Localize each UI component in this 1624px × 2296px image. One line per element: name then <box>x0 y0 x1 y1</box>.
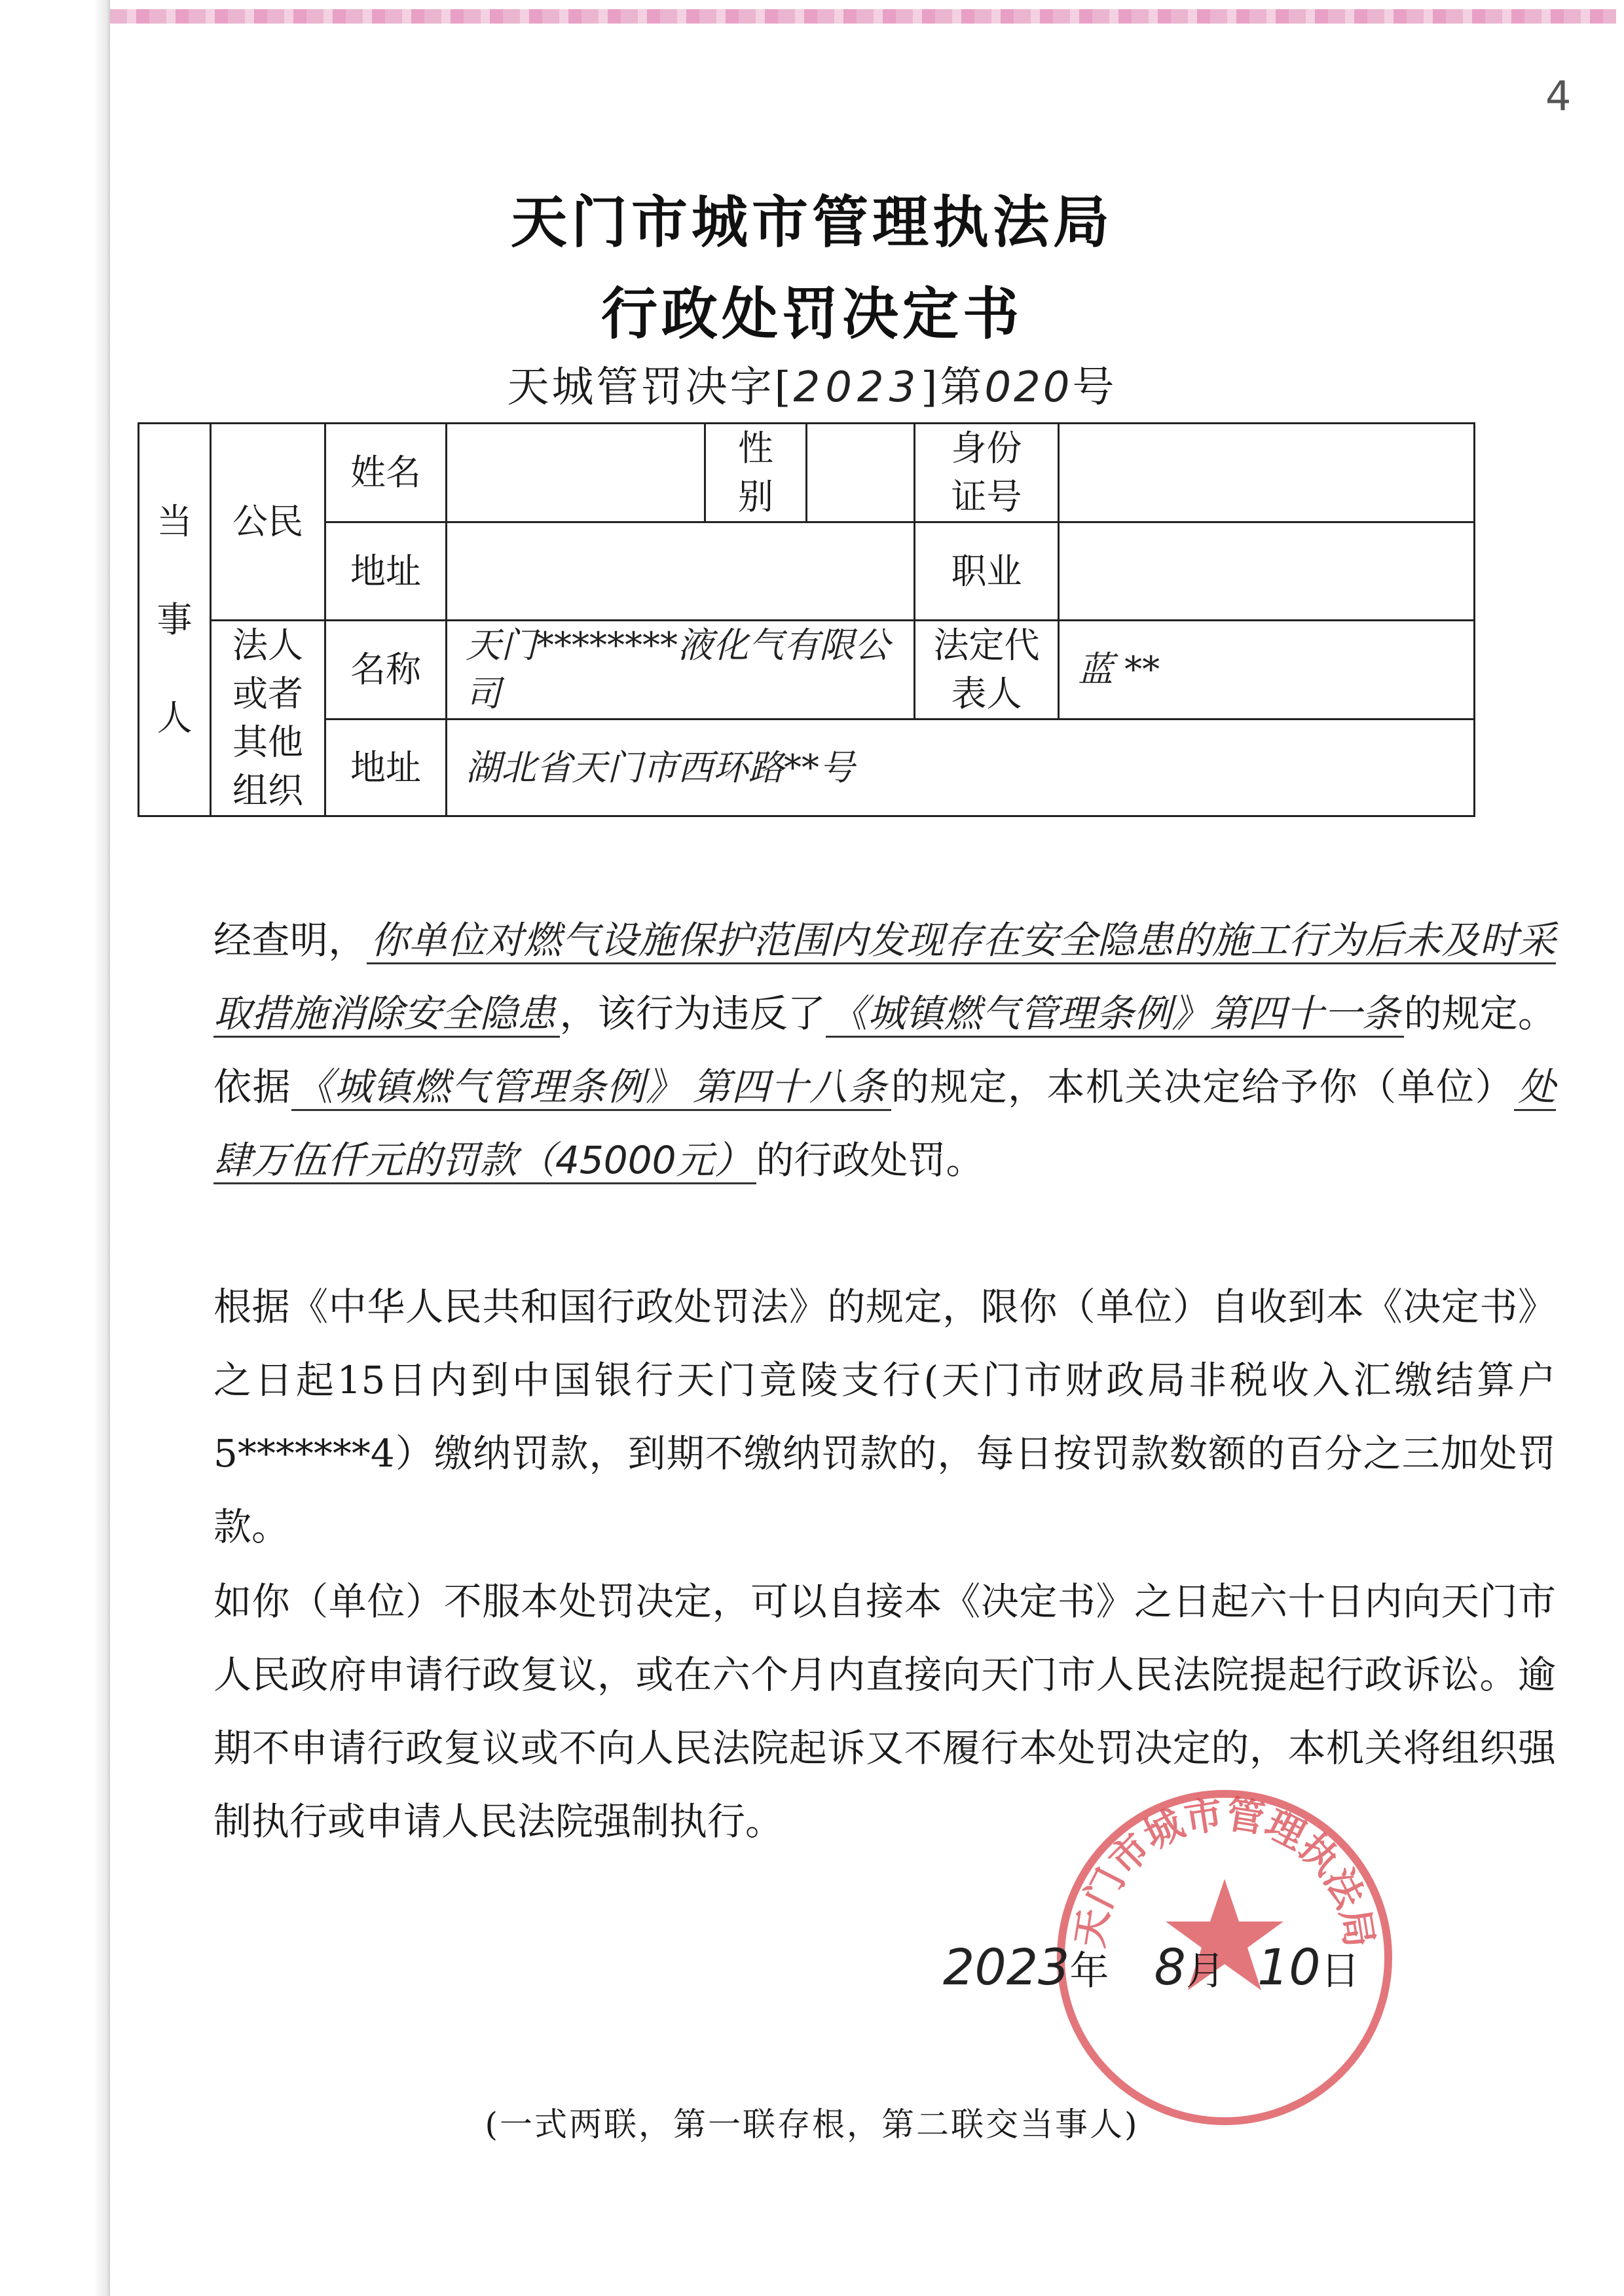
address-label: 地址 <box>325 522 447 621</box>
page-number: 4 <box>1545 72 1572 120</box>
payment-paragraph: 根据《中华人民共和国行政处罚法》的规定，限你（单位）自收到本《决定书》之日起15日内到中国银行天门竟陵支行(天门市财政局非税收入汇缴结算户5*******4）缴纳罚款，到期不缴纳罚款的，每日按罚款数额的百分之三加处罚款。 <box>213 1285 1556 1549</box>
occupation-label: 职业 <box>915 522 1059 621</box>
document-title: 行政处罚决定书 <box>601 281 1023 347</box>
seal-text: 天门市城市管理执法局 <box>1067 1791 1382 1950</box>
doc-no-mid: ]第 <box>921 363 985 412</box>
legal-rep-value: 蓝 ** <box>1059 621 1475 720</box>
basis-article: 第四十八条 <box>688 1065 891 1111</box>
org-address-label: 地址 <box>325 720 447 816</box>
violated-law: 《城镇燃气管理条例》第四十一条 <box>826 991 1404 1038</box>
doc-no-year: 2023 <box>793 363 921 412</box>
finding-fact: 你单位对燃气设施保护范围内发现存在安全隐患的施工行为后未及时采取措施消除安全隐患 <box>213 918 1556 1038</box>
date-year: 2023 <box>943 1938 1070 1996</box>
org-name-label: 名称 <box>325 621 447 720</box>
org-address-value: 湖北省天门市西环路**号 <box>447 720 1475 816</box>
penalty-amount: 处肆万伍仟元的罚款（45000元） <box>213 1065 1556 1184</box>
doc-no-suffix: 号 <box>1072 363 1117 412</box>
name-label: 姓名 <box>325 424 447 522</box>
org-name-value: 天门********液化气有限公司 <box>447 621 915 720</box>
appeal-paragraph: 如你（单位）不服本处罚决定，可以自接本《决定书》之日起六十日内向天门市人民政府申请行政复议，或在六个月内直接向天门市人民法院提起行政诉讼。逾期不申请行政复议或不向人民法院起诉又不履行本处罚决定的，本机关将组织强制执行或申请人民法院强制执行。 <box>213 1579 1556 1844</box>
citizen-name-value <box>447 424 705 522</box>
citizen-id-value <box>1059 424 1475 522</box>
basis-law: 《城镇燃气管理条例》 <box>291 1065 689 1111</box>
finding-paragraph: 经查明， 你单位对燃气设施保护范围内发现存在安全隐患的施工行为后未及时采取措施消除安全隐患 ，该行为违反了 《城镇燃气管理条例》第四十一条 的规定。依据 《城镇燃气管理条例》 第四十八条 的规定，本机关决定给予你（单位） 处肆万伍仟元的罚款（45000元） 的行政处罚。 <box>138 903 1556 1197</box>
id-label: 身份证号 <box>915 424 1059 522</box>
party-label: 当事人 <box>139 424 211 816</box>
date-month: 8 <box>1154 1938 1186 1996</box>
footer-note: (一式两联，第一联存根，第二联交当事人) <box>485 2105 1139 2143</box>
citizen-gender-value <box>807 424 915 522</box>
legal-rep-label: 法定代表人 <box>915 621 1059 720</box>
doc-no-number: 020 <box>984 363 1073 412</box>
org-label: 法人或者其他组织 <box>211 621 325 816</box>
citizen-label: 公民 <box>211 424 325 621</box>
doc-no-prefix: 天城管罚决字[ <box>507 363 794 412</box>
date-day: 10 <box>1257 1938 1321 1996</box>
document-number <box>0 354 1624 414</box>
agency-title: 天门市城市管理执法局 <box>511 189 1113 255</box>
gender-label: 性别 <box>705 424 807 522</box>
party-table <box>138 422 1475 817</box>
scan-top-strip <box>110 9 1616 24</box>
citizen-occupation-value <box>1059 522 1475 621</box>
citizen-address-value <box>447 522 915 621</box>
decision-date: 2023年 8月 10日 <box>943 1938 1360 1996</box>
